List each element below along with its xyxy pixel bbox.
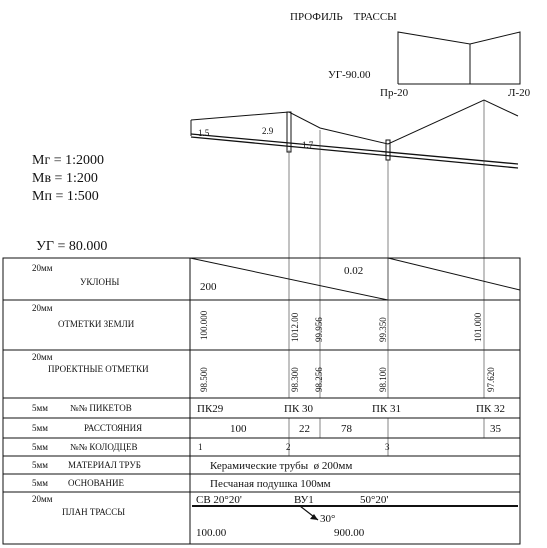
plan-label: ПЛАН ТРАССЫ (62, 507, 126, 517)
wells-size: 5мм (32, 442, 48, 452)
profile-guides (289, 100, 484, 300)
plan-distance-2: 900.00 (334, 527, 365, 539)
design-value-1: 98.500 (199, 367, 209, 392)
slopes-label: УКЛОНЫ (80, 277, 120, 287)
plan-angle: 30° (320, 513, 336, 525)
design-value-3: 98.256 (314, 367, 324, 392)
picket-3: ПК 31 (372, 403, 402, 415)
well-2: 2 (286, 442, 291, 452)
depth-label-3: 1.7 (302, 140, 314, 150)
plan-right-label: Л-20 (508, 87, 531, 99)
ground-value-4: 99.350 (378, 317, 388, 342)
depth-label-1: 1.5 (198, 128, 210, 138)
wells-label: №№ КОЛОДЦЕВ (70, 442, 138, 452)
table-dividers (289, 258, 484, 456)
distance-1: 100 (230, 423, 247, 435)
distance-3: 78 (341, 423, 352, 435)
base-size: 5мм (32, 478, 48, 488)
scale-vertical: Мв = 1:200 (32, 171, 98, 186)
well-3: 3 (385, 442, 390, 452)
design-size: 20мм (32, 352, 53, 362)
ground-size: 20мм (32, 303, 53, 313)
design-values (199, 367, 496, 392)
scale-plan: Мп = 1:500 (32, 189, 99, 204)
plan-left-label: Пр-20 (380, 87, 409, 99)
distance-2: 22 (299, 423, 310, 435)
scale-horizontal: Мг = 1:2000 (32, 153, 104, 168)
picket-4: ПК 32 (476, 403, 506, 415)
well-1: 1 (198, 442, 203, 452)
design-value-2: 98.300 (290, 367, 300, 392)
picket-2: ПК 30 (284, 403, 314, 415)
plan-distance-1: 100.00 (196, 527, 227, 539)
slopes-value-b: 0.02 (344, 265, 364, 277)
distance-4: 35 (490, 423, 501, 435)
plan-sketch (398, 32, 520, 84)
distances-label: РАССТОЯНИЯ (84, 423, 143, 433)
design-value-4: 98.100 (378, 367, 388, 392)
ground-value-1: 100.000 (199, 310, 209, 340)
pickets-size: 5мм (32, 403, 48, 413)
picket-1: ПК29 (197, 403, 224, 415)
ground-value-2: 1012.00 (290, 312, 300, 342)
material-label: МАТЕРИАЛ ТРУБ (68, 460, 141, 470)
material-size: 5мм (32, 460, 48, 470)
ground-values (199, 310, 483, 342)
ground-value-3: 99.956 (314, 317, 324, 342)
depth-label-2: 2.9 (262, 126, 274, 136)
pipe-line-bottom (191, 137, 518, 168)
pickets-label: №№ ПИКЕТОВ (70, 403, 132, 413)
plan-level-label: УГ-90.00 (328, 69, 371, 81)
design-label: ПРОЕКТНЫЕ ОТМЕТКИ (48, 364, 149, 374)
drawing-title: ПРОФИЛЬ ТРАССЫ (290, 11, 397, 23)
table-frame (3, 258, 520, 544)
plan-vu-label: ВУ1 (294, 494, 314, 506)
plan-turn-arrow (300, 506, 318, 520)
ground-profile-line (191, 100, 518, 144)
slopes-value-a: 200 (200, 281, 217, 293)
design-value-5: 97.620 (486, 367, 496, 392)
ground-value-5: 101.000 (473, 312, 483, 342)
material-value: Керамические трубы ø 200мм (210, 460, 353, 472)
plan-bearing-1: СВ 20°20' (196, 494, 242, 506)
pipe-line-top (191, 134, 518, 164)
base-value: Песчаная подушка 100мм (210, 478, 331, 490)
distances-size: 5мм (32, 423, 48, 433)
base-label: ОСНОВАНИЕ (68, 478, 125, 488)
plan-size: 20мм (32, 494, 53, 504)
plan-bearing-2: 50°20' (360, 494, 389, 506)
ground-label: ОТМЕТКИ ЗЕМЛИ (58, 319, 135, 329)
slopes-size: 20мм (32, 263, 53, 273)
datum-label: УГ = 80.000 (36, 239, 108, 254)
